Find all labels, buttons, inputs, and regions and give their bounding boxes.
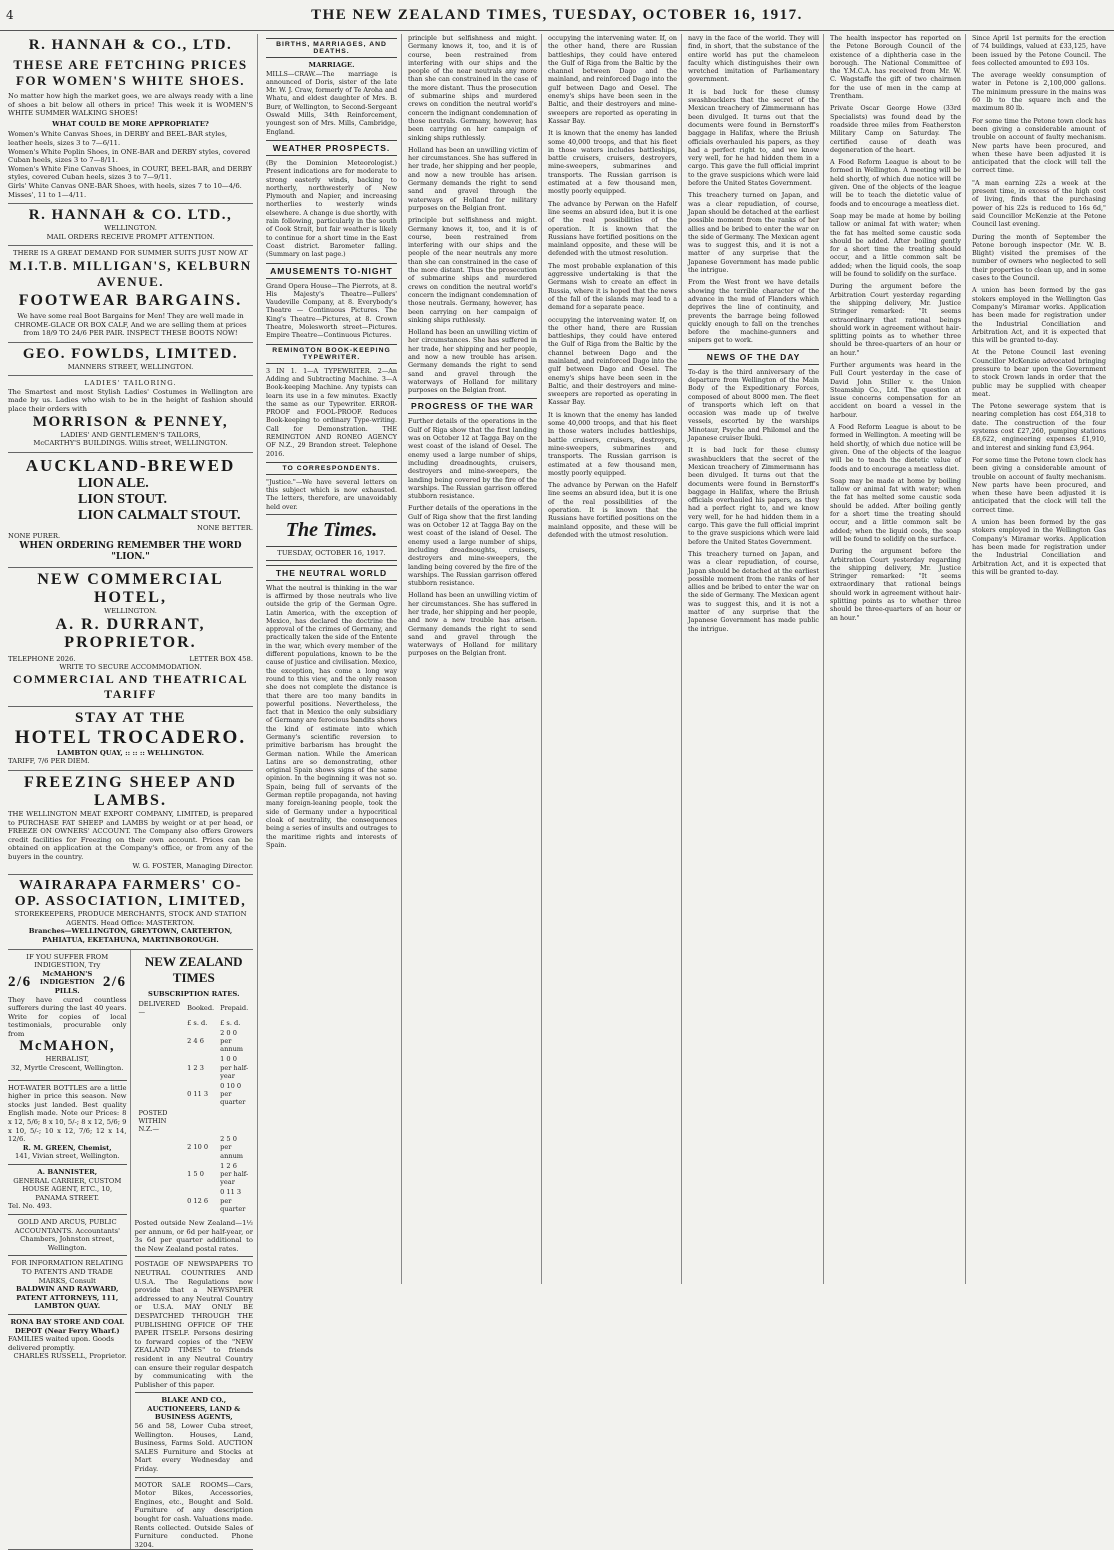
mcmahon-product: McMAHON'S INDIGESTION PILLS.	[39, 969, 95, 995]
morrison-ad	[8, 376, 253, 453]
hannah-question: WHAT COULD BE MORE APPROPRIATE?	[52, 119, 209, 128]
commercial-city: WELLINGTON.	[104, 607, 157, 616]
wairarapa-ad	[8, 875, 253, 949]
article-text: principle but selfishness and might. Germany knows it, too, and it is of course, been restrained from interfering with our ships and the people of the near neutrals any more than she can constrained in the case of the more distant. Thus the prosecution of submarine ships and murdered crews on condition the neutral world's concern the indignant condemnation of those neutrals. Germany, however, has been carrying on her campaign of sinking ships ruthlessly.	[408, 216, 537, 324]
milligan-name: M.I.T.B. MILLIGAN'S, KELBURN AVENUE.	[9, 257, 252, 289]
article-text: It is bad luck for these clumsy swashbucklers that the secret of the Mexican treachery of Zimmermann has been divulged. It turns out that the documents were found in Bernstorff's baggage in Halifax, where the Briush officials overhauled his papers, as they had a perfect right to, and we know very well, for he had hidden them in a cargo. This gave the full official imprint to the grave suspicions which were laid before the United States Government.	[688, 87, 819, 188]
article-text: occupying the intervening water. If, on the other hand, there are Russian battleships, they could have entered the Gulf of Riga from the Baltic by the channel between Dago and the mainland, and reinforced Dago into the gulf between Dago and Oesel. The enemy's ships have been seen in the Baltic, and their destroyers and mine-sweepers are reported as operating in Kassar Bay.	[548, 315, 677, 407]
news-item: A Food Reform League is about to be formed in Wellington. A meeting will be held shortly, of which due notice will be given. One of the objects of the league will be to teach the dietetic value of foods and to encourage a meatless diet.	[830, 423, 961, 473]
wairarapa-text: STOREKEEPERS, PRODUCE MERCHANTS, STOCK AND STATION AGENTS. Head Office: MASTERTON.	[14, 910, 247, 927]
news-column-6	[826, 34, 966, 1284]
subscription-note: Posted outside New Zealand—1½ per annum, or 6d per half-year, or 3s 6d per quarter additional to the New Zealand postal rates.	[134, 1219, 253, 1253]
mcmahon-ad	[8, 950, 127, 1077]
editorial-heading: THE NEUTRAL WORLD	[266, 565, 397, 581]
morrison-text: The Smartest and most Stylish Ladies' Costumes in Wellington are made by us. Ladies who wish to be in the height of fashion should place their orders with	[8, 387, 253, 414]
war-text: Holland has been an unwilling victim of her circumstances. She has suffered in her trade, her shipping and her people, and now a new trouble has arisen. Germany demands the right to send sand and gravel through the waterways of Holland for military purposes on the Belgian front.	[408, 591, 537, 658]
wairarapa-title: WAIRARAPA FARMERS' CO-OP. ASSOCIATION, LIMITED,	[14, 878, 247, 910]
commercial-write: WRITE TO SECURE ACCOMMODATION.	[59, 663, 202, 672]
news-item: "A man earning 22s a week at the present time, in excess of the high cost of living, finds that the purchasing power of his 22s is reduced to 16s 6d," said Councillor McKenzie at the Petone Council last evening.	[972, 178, 1106, 229]
news-item: Further arguments was heard in the Full Court yesterday in the case of David John Stiller v. the Union Steamship Co., Ltd. The question at issue concerns compensation for an accident on board a vessel in the harbour.	[830, 360, 961, 419]
article-text: Holland has been an unwilling victim of her circumstances. She has suffered in her trade, her shipping and her people, and now a new trouble has arisen. Germany demands the right to send sand and gravel through the waterways of Holland for military purposes on the Belgian front.	[408, 328, 537, 395]
mcmahon-price: 2/6	[8, 974, 32, 991]
news-item: A union has been formed by the gas stokers employed in the Wellington Gas Company's Miramar works. Application has been made for registration under the Industrial Conciliation and Arbitration Act, and it is expected that this will be granted to-day.	[972, 286, 1106, 345]
fowlds-address: MANNERS STREET, WELLINGTON.	[67, 362, 194, 371]
morrison-name: MORRISON & PENNEY,	[32, 413, 229, 430]
article-text: principle but selfishness and might. Germany knows it, too, and it is of course, been restrained from interfering with our ships and the people of the near neutrals any more than she can constrained in the case of the more distant. Thus the prosecution of submarine ships and murdered crews on condition the neutral world's concern the indignant condemnation of those neutrals. Germany, however, has been carrying on her campaign of sinking ships ruthlessly.	[408, 34, 537, 142]
news-item: The average weekly consumption of water in Petone is 2,100,000 gallons. The minimum pressure in the mains was 60 lb to the square inch and the maximum 80 lb.	[972, 71, 1106, 113]
freezing-title: FREEZING SHEEP AND LAMBS.	[24, 774, 237, 809]
milligan-text: We have some real Boot Bargains for Men! They are well made in CHROME-GLACE OR BOX CALF, And we are selling them at prices from 18/9 TO 24/6 PER PAIR. INSPECT THESE BOOTS NOW!	[14, 311, 247, 338]
news-item: Private Oscar George Howe (33rd Specialists) was found dead by the roadside three miles from Featherston Military Camp on Saturday. The certified cause of death was degeneration of the heart.	[830, 104, 961, 154]
lion-none-better: NONE BETTER.	[197, 523, 253, 532]
article-text: The most probable explanation of this aggressive undertaking is that the Germans wish to create an effect in Russia, where it is hoped that the news of the fall of the islands may lead to a demand for a separate peace.	[548, 261, 677, 312]
commercial-proprietor: A. R. DURRANT, PROPRIETOR.	[55, 615, 206, 651]
news-item: During the month of September the Petone borough inspector (Mr. W. B. Blight) visited the premises of the number of owners who neglected to sell their properties to clean up, and in some cases to the Council.	[972, 232, 1106, 283]
wairarapa-branches: Branches—WELLINGTON, GREYTOWN, CARTERTON, PAHIATUA, EKETAHUNA, MARTINBOROUGH.	[28, 927, 233, 944]
patents-name: BALDWIN AND RAYWARD, PATENT ATTORNEYS, 111, LAMBTON QUAY.	[16, 1285, 119, 1311]
editorial-text: What the neutral is thinking in the war is affirmed by those neutrals who live outside the grip of the German Ogre. Latin America, with the exception of Mexico, has declared the doctrine the approval of the crimes of Germany, and practically taken the side of the Entente in the war, which every member of the different populations, known to be the cause of justice and civilisation. Mexico, the exception, has come a long way round to this view, and the only reason she does not complete the distance is that there are too many bandits in powerful positions. Nevertheless, the fact that in Mexico the only subsidiary of Germany are ferocious bandits shows the kind of estimate into which Germany's scientific reversion to primitive barbarism has brought the German nation. While the American Latins are so demonstrating, other original Spain shows signs of the same opinion. In the beginning it was not so. Spain, being full of servants of the German reptile propaganda, not having many foreign-leaning people, took the side of Germany under a hypocritical cloak of neutrality, the consequences being a series of insults and outrages to the maritime rights and interests of Spain.	[266, 583, 397, 849]
commercial-name: NEW COMMERCIAL HOTEL,	[37, 571, 224, 607]
rona-name: CHARLES RUSSELL, Proprietor.	[13, 1352, 127, 1361]
article-text: It is known that the enemy has landed some 40,000 troops, and that his fleet in those waters includes battleships, battle cruisers, cruisers, destroyers, mine-sweepers, submarines and transports. The Russian garrison is estimated at a few thousand men, mostly poorly equipped.	[548, 129, 677, 196]
gold-arcus-text: GOLD AND ARCUS, PUBLIC ACCOUNTANTS. Accountants' Chambers, Johnston street, Wellington.	[14, 1217, 120, 1252]
hannah-firm: R. HANNAH & CO., LTD.	[28, 37, 233, 53]
fowlds-name: GEO. FOWLDS, LIMITED.	[22, 345, 239, 362]
mcmahon-address: 32, Myrtle Crescent, Wellington.	[11, 1064, 124, 1073]
war-text: Further details of the operations in the Gulf of Riga show that the first landing was on October 12 at Tagga Bay on the west coast of the island of Oesel. The enemy used a large number of ships, including dreadnoughts, cruisers, destroyers and mine-sweepers, the landing being covered by the fire of the warships. The Russian garrison offered stubborn resistance.	[408, 417, 537, 501]
hannah-item: Women's White Poplin Shoes, in ONE-BAR and DERBY styles, covered Cuban heels, sizes 3 to 7—8/11.	[8, 147, 251, 165]
blake-text: 56 and 58, Lower Cuba street, Wellington. Houses, Land, Business, Farms Sold. AUCTION SALES Furniture and Stocks at Mart every Wednesday and Friday.	[134, 1422, 253, 1474]
lion-ordering: WHEN ORDERING REMEMBER THE WORD "LION."	[19, 541, 242, 563]
footwear-bargains: FOOTWEAR BARGAINS.	[18, 291, 243, 309]
progress-war-heading: PROGRESS OF THE WAR	[408, 398, 537, 414]
masthead	[0, 4, 1114, 31]
subscription-logo: NEW ZEALAND TIMES	[144, 953, 243, 985]
hannah-item: Women's White Canvas Shoes, in DERBY and BEEL-BAR styles, leather heels, sizes 3 to 7—6/11.	[8, 130, 228, 147]
news-column-3	[404, 34, 542, 1284]
commercial-tariff: COMMERCIAL AND THEATRICAL TARIFF	[12, 671, 249, 701]
hot-water-ad-text: HOT-WATER BOTTLES are a little higher in price this season. New stocks just landed. Best quality English made. Note our Prices: 8 x 12, 5/6; 8 x 10, 5/-; 8 x 12, 5/6; 9 x 10, 5/-; 10 x 12, 7/6; 12 x 14, 12/6.	[8, 1083, 127, 1144]
freezing-ad	[8, 771, 253, 875]
news-item: Since April 1st permits for the erection of 74 buildings, valued at £33,125, have been issued by the Petone Council. The fees collected amounted to £93 10s.	[972, 34, 1106, 67]
weather-text: (By the Dominion Meteorologist.) Present indications are for moderate to strong easterly winds, backing to northerly, northwesterly of New Plymouth and Napier, and increasing northerlies to westerly winds elsewhere. A change is due shortly, with rain following, particularly in the south of Cook Strait, but fair weather is likely to continue for a short time in the East Coast district. Barometer falling. (Summary on last page.)	[266, 158, 397, 259]
lion-line: LION STOUT.	[78, 491, 167, 507]
blake-name: BLAKE AND CO., AUCTIONEERS, LAND & BUSINESS AGENTS,	[147, 1396, 241, 1422]
mcmahon-sub: HERBALIST,	[45, 1055, 89, 1064]
times-logo: The Times.	[285, 519, 378, 542]
hannah-shoe-ad	[8, 34, 253, 204]
remington-text: 3 IN 1. 1—A TYPEWRITER. 2—An Adding and Subtracting Machine. 3—A Book-keeping Machine. Any typists can learn its use in a few minutes. Exactly the same as our Typewriter. ERROR-PROOF and FOOL-PROOF. Reduces Book-keeping to ordinary Type-writing. Call for Demonstration. THE REMINGTON AND RONEO AGENCY OF N.Z., 29 Brandon street. Telephone 2016.	[266, 366, 397, 458]
news-item: A Food Reform League is about to be formed in Wellington. A meeting will be held shortly, of which due notice will be given. One of the objects of the league will be to teach the dietetic value of foods and to encourage a meatless diet.	[830, 158, 961, 208]
amusements-text: Grand Opera House—The Pierrots, at 8. His Majesty's Theatre—Fullers' Vaudeville Company, at 8. Everybody's Theatre — Continuous Pictures. The King's Theatre—Pictures, at 8. Crown Theatre, Molesworth street—Pictures. Empire Theatre—Continuous Pictures.	[266, 281, 397, 340]
bmd-heading: BIRTHS, MARRIAGES, AND DEATHS.	[266, 38, 397, 58]
morrison-sub: LADIES' AND GENTLEMEN'S TAILORS,	[60, 430, 201, 439]
commercial-phone: TELEPHONE 2026.	[8, 654, 76, 663]
lion-ad	[8, 453, 253, 568]
morrison-title: LADIES' TAILORING.	[84, 379, 177, 388]
news-item: A union has been formed by the gas stokers employed in the Wellington Gas Company's Miramar works. Application has been made for registration under the Industrial Conciliation and Arbitration Act, and it is expected that this will be granted to-day.	[972, 518, 1106, 576]
mcmahon-intro: IF YOU SUFFER FROM INDIGESTION, Try	[26, 952, 109, 970]
amusements-heading: AMUSEMENTS TO-NIGHT	[266, 263, 397, 279]
news-item: The health inspector has reported on the Petone Borough Council of the existence of a diphtheria case in the borough. The National Committee of the Y.M.C.A. has received from Mr. W. C. Wagstaffe the gift of two chairmen for the use of men in the camp at Trentham.	[830, 34, 961, 101]
mcmahon-text: They have cured countless sufferers during the last 40 years. Write for copies of local testimonials, procurable only from	[8, 995, 127, 1038]
news-item: The Petone sewerage system that is nearing completion has cost £64,318 to date. The construction of the four systems cost £27,260, pumping stations £8,622, engineering expenses £1,910, and interest and sinking fund £3,964.	[972, 402, 1106, 452]
motor-sale-rooms: MOTOR SALE ROOMS—Cars, Motor Bikes, Accessories, Engines, etc., Bought and Sold. Furniture of any description bought for cash. Valuations made. Rents collected. Outside Sales of Furniture conducted. Phone 3204.	[134, 1480, 253, 1549]
remington-heading: REMINGTON BOOK-KEEPING TYPEWRITER.	[266, 344, 397, 364]
marriage-notice: MILLS—CRAW.—The marriage is announced of Doris, sister of the late Mr. W. J. Craw, formerly of Te Aroha and Whatu, and eldest daughter of Mrs. B. Burr, of Wellington, to Second-Sergeant Oswald Mills, 34th Reinforcement, youngest son of Mrs. Mills, Cambridge, England.	[266, 69, 397, 136]
news-column-7	[968, 34, 1110, 1284]
article-text: From the West front we have details showing the terrible character of the advance in the mud of Flanders which deprives the line of continuity, and prevents the barrage being followed quickly enough to fall on the trenches before the machine-gunners and snipers get to work.	[688, 278, 819, 345]
dateline: TUESDAY, OCTOBER 16, 1917.	[266, 546, 397, 561]
hannah-intro: No matter how high the market goes, we are always ready with a line of shoes a bit below all others in price! This week it is WOMEN'S WHITE SUMMER WALKING SHOES!	[8, 92, 253, 118]
trocadero-name: HOTEL TROCADERO.	[14, 726, 247, 748]
hannah-headline: THESE ARE FETCHING PRICES FOR WOMEN'S WHITE SHOES.	[13, 57, 248, 88]
milligan-intro: THERE IS A GREAT DEMAND FOR SUMMER SUITS JUST NOW AT	[13, 249, 248, 258]
war-text: Further details of the operations in the Gulf of Riga show that the first landing was on October 12 at Tagga Bay on the west coast of the island of Oesel. The enemy used a large number of ships, including dreadnoughts, cruisers, destroyers and mine-sweepers, the landing being covered by the fire of the warships. The Russian garrison offered stubborn resistance.	[408, 504, 537, 588]
news-item: At the Petone Council last evening Councillor McKenzie advocated bringing pressure to bear upon the Government to stock Crown lands in order that the public may be supplied with cheaper meat.	[972, 348, 1106, 398]
correspondents-text: "Justice."—We have several letters on this subject which is now exhausted. The letters, therefore, are unavoidably held over.	[266, 477, 397, 511]
article-text: It is known that the enemy has landed some 40,000 troops, and that his fleet in those waters includes battleships, battle cruisers, cruisers, destroyers, mine-sweepers, submarines and transports. The Russian garrison is estimated at a few thousand men, mostly poorly equipped.	[548, 410, 677, 477]
postage-note: POSTAGE OF NEWSPAPERS TO NEUTRAL COUNTRIES AND U.S.A. The Regulations now provide that a NEWSPAPER addressed to any Neutral Country or U.S.A. MAY ONLY BE DESPATCHED THROUGH THE PUBLISHING OFFICE OF THE PAPER ITSELF. Persons desiring to forward copies of the "NEW ZEALAND TIMES" to friends resident in any Neutral Country can ensure their regular despatch by communicating with the Publisher of this paper.	[134, 1260, 253, 1389]
news-item: Soap may be made at home by boiling tallow or animal fat with water; when the fat has melted some caustic soda should be added. After boiling gently for a short time the treating should occur, and a little common salt be added; when the liquid cools, the soap will be found to solidify on the surface.	[830, 476, 961, 543]
lion-line: LION CALMALT STOUT.	[78, 507, 241, 523]
news-item: Soap may be made at home by boiling tallow or animal fat with water; when the fat has melted some caustic soda should be added. After boiling gently for a short time the treating should occur, and a little common salt be added; when the liquid cools, the soap will be found to solidify on the surface.	[830, 211, 961, 279]
lion-brand: AUCKLAND-BREWED	[25, 455, 236, 475]
weather-heading: WEATHER PROSPECTS.	[266, 140, 397, 156]
trocadero-tariff: TARIFF, 7/6 PER DIEM.	[8, 757, 90, 766]
hannah-mail-note: MAIL ORDERS RECEIVE PROMPT ATTENTION.	[46, 232, 215, 241]
article-text: navy in the face of the world. They will find, in short, that the substance of the entire world has put the chameleon faculty which distinguishes their own wretched imitation of Parliamentary government.	[688, 34, 819, 84]
article-text: The advance by Perwan on the Hafelf line seems an absurd idea, but it is one of the real possibilities of the operation. It is known that the Russians have fortified positions on the mainland opposite, and these will be defended with the utmost resolution.	[548, 199, 677, 258]
freezing-signed: W. G. FOSTER, Managing Director.	[132, 861, 253, 870]
article-text: occupying the intervening water. If, on the other hand, there are Russian battleships, they could have entered the Gulf of Riga from the Baltic by the channel between Dago and the mainland, and reinforced Dago into the gulf between Dago and Oesel. The enemy's ships have been seen in the Baltic, and their destroyers and mine-sweepers are reported as operating in Kassar Bay.	[548, 34, 677, 125]
subscription-table: DELIVERED— Booked. Prepaid. £ s. d. £ s. d. 2 4 6 2 0 0 per annum 1 2 3 1 0 0 per half-year 0 11 3 0 10 0 per quarter POSTED WITHIN N.Z.— 2 10 0 2 5 0 per annum 1 5 0 1 2 6 per half-year 0 12 6 0 11 3 per quarter	[138, 1000, 249, 1213]
page-number: 4	[6, 8, 14, 22]
hannah-item: Women's White Fine Canvas Shoes, in COURT, BEEL-BAR, and DERBY styles, covered Cuban heels, sizes 3 to 7—9/11.	[8, 164, 252, 182]
news-text: It is bad luck for these clumsy swashbucklers that the secret of the Mexican treachery of Zimmermann has been divulged. It turns out that the documents were found in Bernstorff's baggage in Halifax, where the Briush officials overhauled his papers, as they had a perfect right to, and we know very well, for he had hidden them in a cargo. This gave the full official imprint to the grave suspicions which were laid before the United States Government.	[688, 446, 819, 546]
patents-intro: FOR INFORMATION RELATING TO PATENTS AND TRADE MARKS, Consult	[11, 1259, 124, 1285]
trocadero-ad	[8, 707, 253, 771]
news-text: To-day is the third anniversary of the departure from Wellington of the Main Body of the Expeditionary Forces, composed of about 8000 men. The fleet of transports which left on that occasion was made up of twelve vessels, escorted by the warships Minotaur, Psyche and Philomel and the Japanese cruiser Ibuki.	[688, 367, 819, 443]
hannah-item: Girls' White Canvas ONE-BAR Shoes, with heels, sizes 7 to 10—4/6. Misses', 11 to 1—4/11.	[8, 181, 242, 199]
hannah-city: WELLINGTON.	[104, 224, 157, 233]
news-item: For some time the Petone town clock has been giving a considerable amount of trouble on account of faulty mechanism. New parts have been procured, and when these have been adjusted it is anticipated that the clock will tell the correct time.	[972, 455, 1106, 514]
morrison-address: McCARTHY'S BUILDINGS. Willis street, WELLINGTON.	[33, 439, 228, 448]
news-item: During the argument before the Arbitration Court yesterday regarding the shipping delivery, Mr. Justice Stringer remarked: "It seems extraordinary that rational beings should work in agreement without hair-splitting points as to whether three should be three-quarters of an hour or an hour."	[830, 282, 961, 357]
article-text: Holland has been an unwilling victim of her circumstances. She has suffered in her trade, her shipping and her people, and now a new trouble has arisen. Germany demands the right to send sand and gravel through the waterways of Holland for military purposes on the Belgian front.	[408, 145, 537, 212]
mcmahon-price: 2/6	[102, 974, 127, 991]
rona-body: FAMILIES waited upon. Goods delivered promptly.	[8, 1335, 114, 1352]
bannister-tel: Tel. No. 493.	[8, 1202, 52, 1211]
bannister-text: GENERAL CARRIER, CUSTOM HOUSE AGENT, ETC., 10, PANAMA STREET.	[13, 1176, 122, 1202]
trocadero-address: LAMBTON QUAY, :: :: :: WELLINGTON.	[56, 748, 204, 757]
rona-title: RONA BAY STORE AND COAL DEPOT (Near Ferry Wharf.)	[10, 1317, 125, 1335]
commercial-box: LETTER BOX 458.	[189, 654, 253, 663]
bannister-name: A. BANNISTER,	[37, 1168, 98, 1176]
freezing-text: THE WELLINGTON MEAT EXPORT COMPANY, LIMITED, is prepared to PURCHASE FAT SHEEP and LAMBS by weight or at per head, or FREEZE ON OWNERS' ACCOUNT. The Company also offers Growers credit facilities for Freezing on their own account. Prices can be obtained on application at the Company's office, or from any of the buyers in the country.	[8, 810, 253, 861]
news-item: During the argument before the Arbitration Court yesterday regarding the shipping delivery, Mr. Justice Stringer remarked: "It seems extraordinary that rational beings should work in agreement without hair-splitting points as to whether three should be three-quarters of an hour or an hour."	[830, 547, 961, 622]
hannah-address-ad	[8, 204, 253, 246]
commercial-hotel-ad	[8, 568, 253, 707]
news-column-2	[262, 34, 402, 1284]
fowlds-ad	[8, 343, 253, 377]
lion-none-purer: NONE PURER.	[8, 532, 61, 541]
news-text: This treachery turned on Japan, and was a clear repudiation, of course, Japan should be detached at the earliest possible moment from the ranks of her allies and be bribed to enter the war on the side of Germany. The Mexican agent was to suggest this, and it is not a matter of any surprise that the Japanese Government has made public the intrigue.	[688, 549, 819, 633]
news-column-4	[544, 34, 682, 1284]
correspondents-heading: TO CORRESPONDENTS.	[266, 462, 397, 475]
advertisement-column	[4, 34, 258, 1549]
newspaper-title: THE NEW ZEALAND TIMES, TUESDAY, OCTOBER 16, 1917.	[311, 7, 803, 23]
article-text: The advance by Perwan on the Hafelf line seems an absurd idea, but it is one of the real possibilities of the operation. It is known that the Russians have fortified positions on the mainland opposite, and these will be defended with the utmost resolution.	[548, 481, 677, 539]
green-chemist-address: 141, Vivian street, Wellington.	[15, 1152, 120, 1161]
green-chemist-name: R. M. GREEN, Chemist,	[22, 1143, 112, 1152]
milligan-ad	[8, 246, 253, 342]
news-column-5	[684, 34, 824, 1284]
lion-line: LION ALE.	[78, 475, 149, 491]
subscription-rates-label: SUBSCRIPTION RATES.	[148, 989, 240, 998]
news-of-day-heading: NEWS OF THE DAY	[688, 349, 819, 365]
hannah-firm-2: R. HANNAH & CO. LTD.,	[28, 207, 233, 224]
marriage-heading: MARRIAGE.	[308, 61, 355, 69]
article-text: This treachery turned on Japan, and was a clear repudiation, of course, Japan should be detached at the earliest possible moment from the ranks of her allies and be bribed to enter the war on the side of Germany. The Mexican agent was to suggest this, and it is not a matter of any surprise that the Japanese Government has made public the intrigue.	[688, 191, 819, 275]
mcmahon-name: McMAHON,	[19, 1038, 116, 1055]
news-item: For some time the Petone town clock has been giving a considerable amount of trouble on account of faulty mechanism. New parts have been procured, and when these have been adjusted it is anticipated that the clock will tell the correct time.	[972, 116, 1106, 175]
trocadero-stay: STAY AT THE	[75, 709, 186, 726]
